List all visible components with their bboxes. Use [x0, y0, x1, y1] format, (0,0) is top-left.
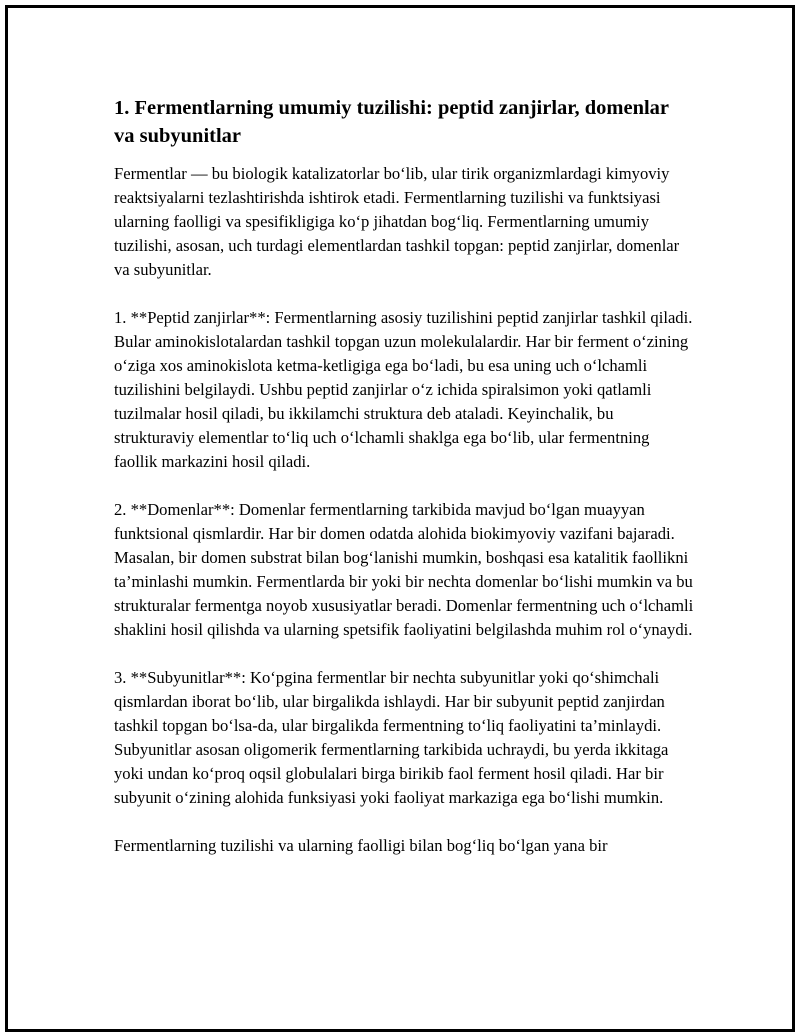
document-body	[114, 94, 694, 882]
closing-paragraph: Fermentlarning tuzilishi va ularning faolligi bilan bog‘liq bo‘lgan yana bir	[114, 836, 608, 855]
domains-paragraph: 2. **Domenlar**: Domenlar fermentlarning tarkibida mavjud bo‘lgan muayyan funktsional qismlardir. Har bir domen odatda alohida biokimyoviy vazifani bajaradi. Masalan, bir domen substrat bilan bog‘lanishi mumkin, boshqasi esa katalitik faollikni ta’minlashi mumkin. Fermentlarda bir yoki bir nechta domenlar bo‘lishi mumkin va bu strukturalar fermentga noyob xususiyatlar beradi. Domenlar fermentning uch o‘lchamli shaklini hosil qilishda va ularning spetsifik faoliyatini belgilashda muhim rol o‘ynaydi.	[114, 500, 694, 639]
subunits-paragraph: 3. **Subyunitlar**: Ko‘pgina fermentlar bir nechta subyunitlar yoki qo‘shimchali qismlardan iborat bo‘lib, ular birgalikda ishlaydi. Har bir subyunit peptid zanjirdan tashkil topgan bo‘lsa-da, ular birgalikda fermentning to‘liq faoliyatini ta’minlaydi. Subyunitlar asosan oligomerik fermentlarning tarkibida uchraydi, bu yerda ikkitaga yoki undan ko‘proq oqsil globulalari birga birikib faol ferment hosil qiladi. Har bir subyunit o‘zining alohida funksiyasi yoki faoliyat markaziga ega bo‘lishi mumkin.	[114, 668, 669, 807]
page-title: 1. Fermentlarning umumiy tuzilishi: peptid zanjirlar, domenlar va subyunitlar	[114, 97, 669, 147]
intro-paragraph: Fermentlar — bu biologik katalizatorlar bo‘lib, ular tirik organizmlardagi kimyoviy reaktsiyalarni tezlashtirishda ishtirok etadi. Fermentlarning tuzilishi va funktsiyasi ularning faolligi va spesifikligiga ko‘p jihatdan bog‘liq. Fermentlarning umumiy tuzilishi, asosan, uch turdagi elementlardan tashkil topgan: peptid zanjirlar, domenlar va subyunitlar.	[114, 164, 680, 279]
peptide-chains-paragraph: 1. **Peptid zanjirlar**: Fermentlarning asosiy tuzilishini peptid zanjirlar tashkil qiladi. Bular aminokislotalardan tashkil topgan uzun molekulalardir. Har bir ferment o‘zining o‘ziga xos aminokislota ketma-ketligiga ega bo‘ladi, bu esa uning uch o‘lchamli tuzilishini belgilaydi. Ushbu peptid zanjirlar o‘z ichida spiralsimon yoki qatlamli tuzilmalar hosil qiladi, bu ikkilamchi struktura deb ataladi. Keyinchalik, bu strukturaviy elementlar to‘liq uch o‘lchamli shaklga ega bo‘lib, ular fermentning faollik markazini hosil qiladi.	[114, 308, 693, 471]
